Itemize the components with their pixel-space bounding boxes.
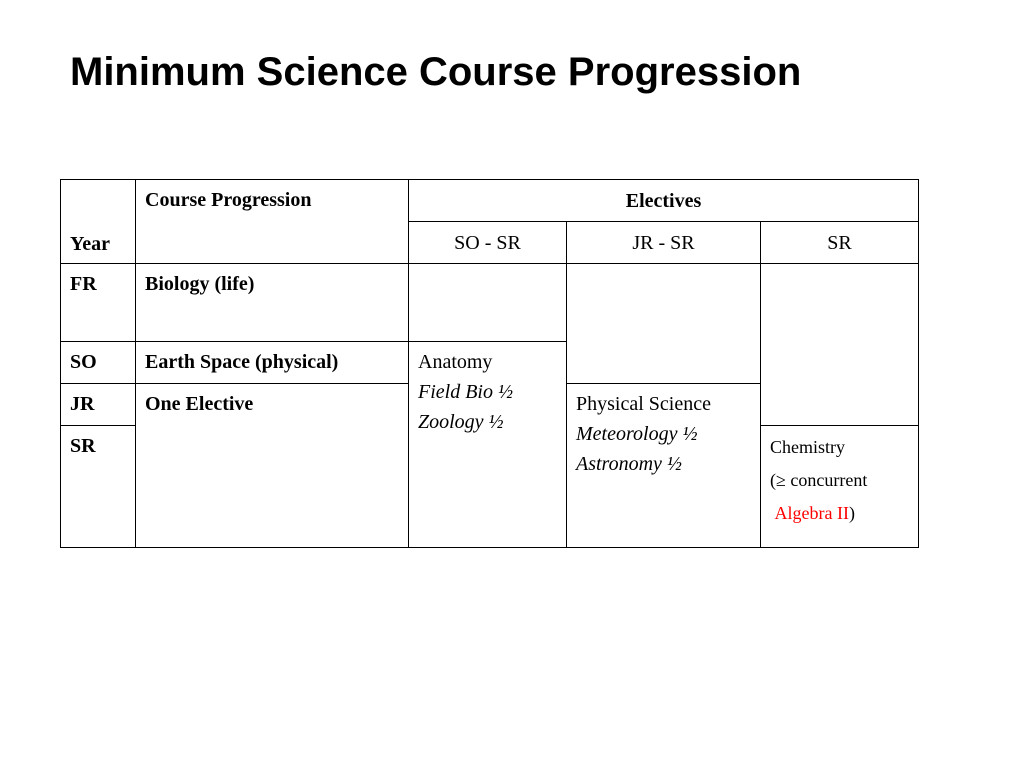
jr-sr-empty-cell xyxy=(567,264,761,384)
algebra-ii-highlight: Algebra II xyxy=(774,503,849,523)
so-sr-electives-cell xyxy=(409,342,567,548)
row-so-year: SO xyxy=(61,342,136,384)
elective-chemistry: Chemistry xyxy=(770,437,845,457)
sr-empty-cell xyxy=(761,264,919,426)
course-progression-header: Course Progression xyxy=(136,180,409,264)
elective-anatomy: Anatomy xyxy=(418,351,493,373)
row-so-course: Earth Space (physical) xyxy=(136,342,409,384)
elective-group-sr: SR xyxy=(761,222,919,264)
elective-meteorology: Meteorology ½ xyxy=(576,423,698,445)
elective-group-jr-sr: JR - SR xyxy=(567,222,761,264)
row-sr-year: SR xyxy=(61,426,136,548)
course-progression-table xyxy=(60,179,919,548)
row-fr-year: FR xyxy=(61,264,136,342)
row-jr-year: JR xyxy=(61,384,136,426)
elective-group-so-sr: SO - SR xyxy=(409,222,567,264)
elective-zoology: Zoology ½ xyxy=(418,411,504,433)
jr-sr-electives-cell xyxy=(567,384,761,548)
row-fr-course: Biology (life) xyxy=(136,264,409,342)
row-jr-course: One Elective xyxy=(136,384,409,548)
year-header: Year xyxy=(61,180,136,264)
chemistry-prereq-note: (≥ concurrent xyxy=(770,470,868,490)
sr-electives-cell xyxy=(761,426,919,548)
elective-physical-science: Physical Science xyxy=(576,393,711,415)
row-fr-elective-empty xyxy=(409,264,567,342)
elective-field-bio: Field Bio ½ xyxy=(418,381,513,403)
chemistry-prereq-close: ) xyxy=(848,503,855,523)
chemistry-prereq-line xyxy=(770,497,909,530)
electives-header: Electives xyxy=(409,180,919,222)
elective-astronomy: Astronomy ½ xyxy=(576,453,682,475)
page-title: Minimum Science Course Progression xyxy=(70,50,802,94)
